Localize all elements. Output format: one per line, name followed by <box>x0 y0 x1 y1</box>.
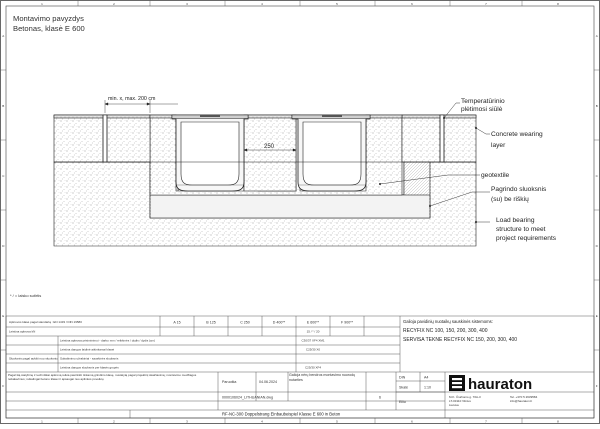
table-row-label-2: Leistina apkrova kN <box>9 329 36 334</box>
notes: Pagal šią statybinę ir techniškai apkrovą reikia pasirinkti tinkamą grindinio klasę, nustatytą pagal projektinį skaičiavimą; montavimo medžiagos reikalavimus; reikalingai betono klasei ir apsaugai nuo aplinkos poveikių. <box>8 373 197 381</box>
column-markers-top <box>41 1 559 7</box>
paving-right-top <box>402 115 476 118</box>
scale-value: 1:10 <box>424 385 431 390</box>
scale-label: Skalė <box>399 385 408 390</box>
valid-label: Galioja nėrų bendros montavimo nuorodų nutarties <box>289 373 356 382</box>
class-c250: C 250 <box>240 320 250 325</box>
left-label-1: Leistina apkrova prisiminimui - darbo mm / reikšmės / dydis / dydis (cm) <box>60 338 156 343</box>
drainage-channel-2 <box>292 115 370 191</box>
callout-base-layer: Pagrindo sluoksnis (su) be riškių <box>491 186 547 203</box>
unit-label: Eiliu <box>399 400 406 404</box>
author-label: Paruošta <box>222 380 237 384</box>
col-marker: 4 <box>261 1 263 6</box>
company-name: hauraton <box>468 376 533 393</box>
class-value-4: C25/30 XF4 <box>304 365 322 370</box>
product-line-2: SERVISA TEKNE RECYFIX NC 150, 200, 300, 400 <box>403 337 518 343</box>
footnote: * / = laisko sutirtis <box>10 293 42 298</box>
product-title: Galioja pavidinių nuotaikų sauskinės sistemoms: <box>403 319 493 324</box>
col-marker: 3 <box>186 419 188 424</box>
contact-line-2: info@hauraton.lt <box>510 399 533 403</box>
col-marker: 1 <box>41 419 43 424</box>
row-marker: A <box>2 34 5 38</box>
row-marker: D <box>595 244 598 248</box>
callout-load-bearing: Load bearing structure to meet project requirements <box>496 217 557 242</box>
dimension-spacing-label: min. x, max. 200 cm <box>108 96 156 102</box>
date-value: 04.06.2024 <box>259 380 277 384</box>
base-layer-inner <box>150 195 430 218</box>
class-a15: A 15 <box>173 320 181 325</box>
class-d400: D 400** <box>272 320 286 325</box>
left-label-4: Sluoksnis pagal aukšti nuo sluoksnio <box>9 356 58 361</box>
din-value: A4 <box>424 375 429 380</box>
channel-flange-right <box>366 115 402 118</box>
left-label-3: Sukabinimo užrakiniai - sauskinės sluoksnis <box>60 356 119 361</box>
left-label-5: Leistina dangos sluoksnis per klasės grupės <box>60 365 119 370</box>
col-marker: 8 <box>557 419 559 424</box>
paving-left-top <box>54 115 150 118</box>
paving-right <box>402 115 476 162</box>
expansion-joint-left <box>103 115 107 162</box>
address-line-3: Lietuva <box>449 403 459 407</box>
row-marker: C <box>2 174 5 178</box>
contact-line-1: Tel. +370 5 2639584 <box>510 395 538 399</box>
paving-left <box>54 115 150 162</box>
class-f900: F 900** <box>341 320 353 325</box>
class-value-1: 15 / * / 20 <box>306 329 320 334</box>
channel-flange-middle <box>244 115 296 118</box>
address-line-2: LT-03110 Vilnius <box>449 399 471 403</box>
row-marker: C <box>595 174 598 178</box>
cross-section <box>54 115 476 246</box>
row-marker: E <box>595 314 598 318</box>
row-marker: F <box>2 384 5 388</box>
drawing-subtitle: Betonas, klasė E 600 <box>13 24 85 33</box>
dimension-width-label: 250 <box>264 144 275 150</box>
col-marker: 5 <box>336 419 338 424</box>
col-marker: 2 <box>113 419 115 424</box>
class-value-3: C25/30 X0 <box>305 347 321 352</box>
left-label-2: Leistina dangos laidinė atitinkamai klasei <box>60 347 115 352</box>
callout-wearing-layer: Concrete wearing layer <box>491 131 543 149</box>
column-markers-bottom <box>41 418 559 424</box>
col-marker: 4 <box>261 419 263 424</box>
concrete-middle <box>244 115 296 191</box>
class-e600: E 600** <box>306 320 320 325</box>
drawing-title: Montavimo pavyzdys <box>13 14 84 23</box>
col-marker: 2 <box>113 1 115 6</box>
footer-title: RF-NC-300 Doppelstrang Einbaubeispiel Klasse E 600 in Beton <box>222 411 341 417</box>
address-line-1: M.K. Čiurlionio g. 70A-3 <box>449 395 481 399</box>
row-marker: E <box>2 314 5 318</box>
col-marker: 1 <box>41 1 43 6</box>
product-line-1: RECYFIX NC 100, 150, 200, 300, 400 <box>403 328 488 334</box>
expansion-joint-right <box>440 115 444 162</box>
col-marker: 6 <box>411 1 413 6</box>
row-marker: D <box>2 244 5 248</box>
callout-expansion-joint: Temperatūrinio plėtimosi siūlė <box>461 98 505 113</box>
col-marker: 6 <box>411 419 413 424</box>
table-row-label-1: Apkrovos klasė pagal standartą : EN 1433 / DIN 19580 <box>9 320 82 324</box>
din-label: DIN <box>399 375 406 380</box>
drainage-channel-1 <box>172 115 248 191</box>
col-marker: 7 <box>485 419 487 424</box>
row-marker: F <box>595 384 598 388</box>
file-name: 0000106024_LITHUANIAN.dwg <box>222 395 273 400</box>
sheet-number: 6 <box>379 395 381 400</box>
col-marker: 3 <box>186 1 188 6</box>
class-b125: B 125 <box>206 320 216 325</box>
callout-geotextile: geotextile <box>481 172 510 179</box>
class-value-2: C30/37 XF4 XM1 <box>301 338 325 343</box>
col-marker: 7 <box>485 1 487 6</box>
col-marker: 5 <box>336 1 338 6</box>
row-marker: B <box>595 104 598 108</box>
row-marker: A <box>595 34 598 38</box>
hauraton-logo-icon <box>449 375 465 391</box>
row-marker: B <box>2 104 5 108</box>
col-marker: 8 <box>557 1 559 6</box>
